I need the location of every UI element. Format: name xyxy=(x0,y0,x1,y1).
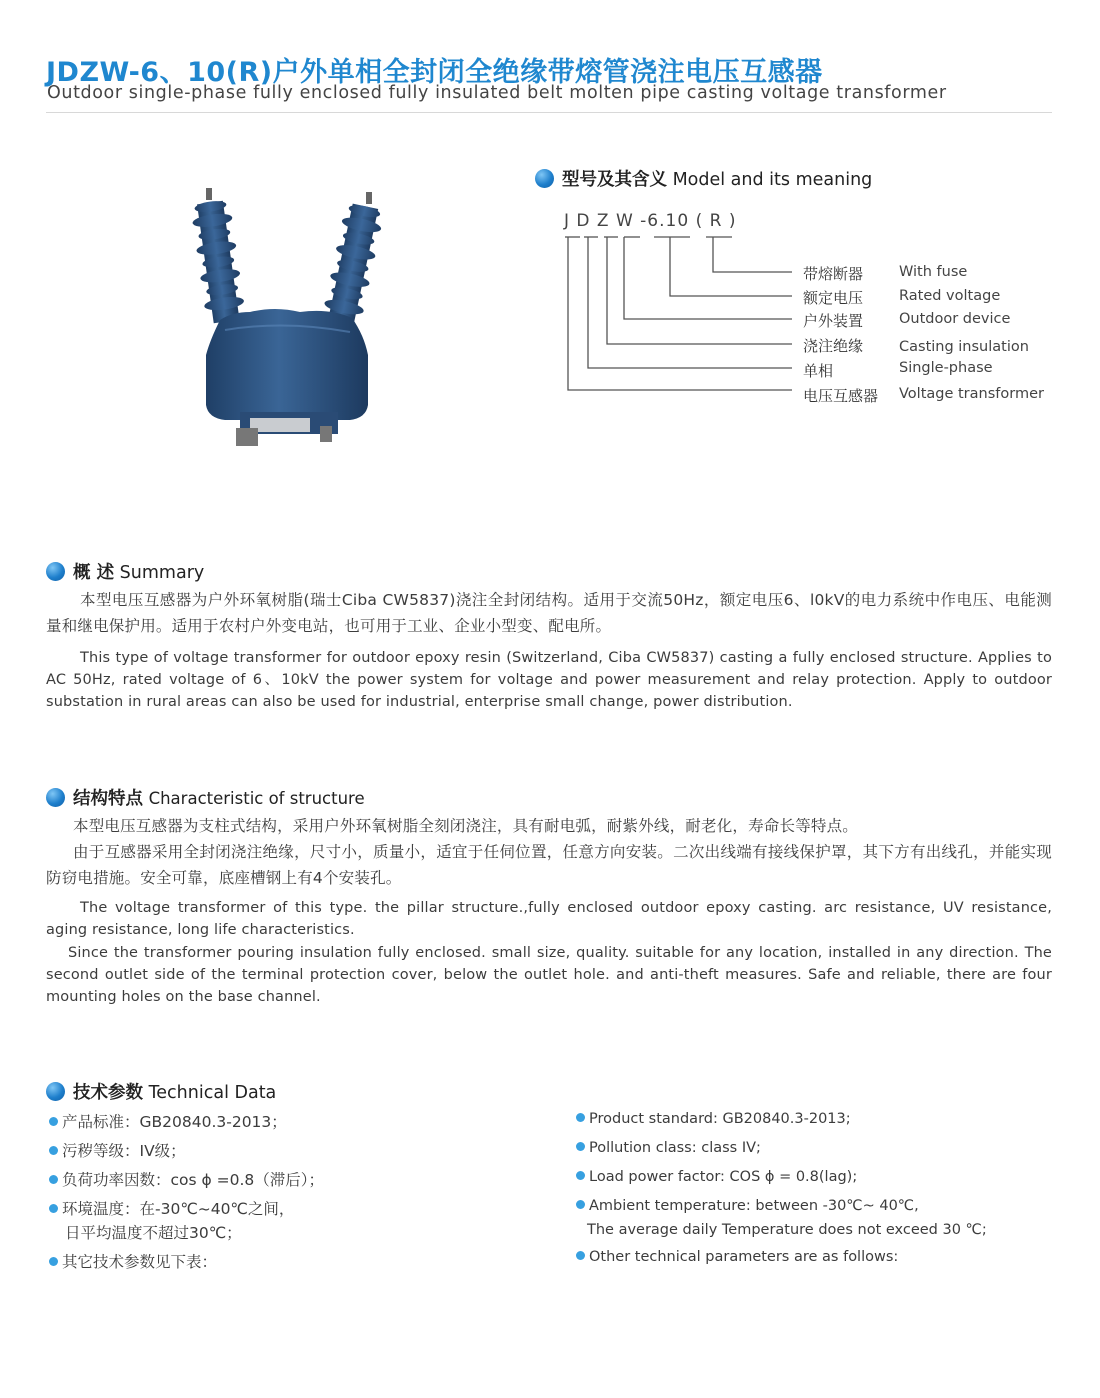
section-bullet-icon xyxy=(46,562,65,581)
technical-heading-cn: 技术参数 xyxy=(73,1083,143,1103)
tech-item-cn-0-text: 产品标准：GB20840.3-2013； xyxy=(62,1113,287,1131)
title-divider xyxy=(46,112,1052,113)
meaning-en-2: Outdoor device xyxy=(899,311,1011,327)
meaning-en-1: Rated voltage xyxy=(899,288,1001,304)
tech-item-cn-1-text: 污秽等级：IV级； xyxy=(62,1142,186,1160)
meaning-cn-3: 浇注绝缘 xyxy=(803,337,864,355)
nameplate xyxy=(250,418,310,432)
model-heading xyxy=(535,166,872,191)
section-bullet-icon xyxy=(46,788,65,807)
meaning-en-5: Voltage transformer xyxy=(899,386,1044,402)
tech-item-cn-3-text: 环境温度：在-30℃~40℃之间， xyxy=(62,1200,295,1218)
meaning-cn-1: 额定电压 xyxy=(803,289,864,307)
bullet-dot-icon xyxy=(49,1257,58,1266)
meaning-cn-5: 电压互感器 xyxy=(803,387,879,405)
page-title: JDZW-6、10(R)户外单相全封闭全绝缘带熔管浇注电压互感器 xyxy=(46,57,823,88)
structure-text-cn-1: 本型电压互感器为支柱式结构，采用户外环氧树脂全刻闭浇注，具有耐电弧，耐紫外线，耐老化，寿命长等特点。 xyxy=(73,817,859,835)
summary-heading xyxy=(46,559,204,584)
bullet-dot-icon xyxy=(576,1113,585,1122)
tech-item-en-4: The average daily Temperature does not exceed 30 ℃; xyxy=(587,1222,987,1238)
tech-item-cn-5-text: 其它技术参数见下表： xyxy=(62,1253,218,1271)
voltage-transformer-image xyxy=(180,180,395,455)
tech-item-en-0-text: Product standard: GB20840.3-2013; xyxy=(589,1111,851,1127)
structure-heading xyxy=(46,785,365,810)
bullet-dot-icon xyxy=(576,1251,585,1260)
page-subtitle: Outdoor single-phase fully enclosed fully insulated belt molten pipe casting voltage transformer xyxy=(47,83,947,103)
model-code: J D Z W -6.10 ( R ) xyxy=(564,211,737,231)
left-insulator xyxy=(190,188,245,323)
technical-heading xyxy=(46,1079,276,1104)
summary-heading-en: Summary xyxy=(119,563,205,583)
right-insulator xyxy=(323,192,385,326)
summary-heading-cn: 概 述 xyxy=(73,563,115,583)
structure-heading-cn: 结构特点 xyxy=(73,789,143,809)
tech-item-cn-4: 日平均温度不超过30℃； xyxy=(65,1224,242,1242)
tech-item-en-1 xyxy=(576,1140,761,1156)
technical-heading-en: Technical Data xyxy=(148,1083,277,1103)
meaning-cn-4: 单相 xyxy=(803,362,834,380)
section-bullet-icon xyxy=(46,1082,65,1101)
bullet-dot-icon xyxy=(576,1200,585,1209)
tech-item-en-3-text: Ambient temperature: between -30℃~ 40℃, xyxy=(589,1198,919,1214)
structure-text-cn-2: 由于互感器采用全封闭浇注绝缘，尺寸小，质量小，适宜于任伺位置，任意方向安装。二次出线端有接线保护罩，其下方有出线孔，并能实现防窃电措施。安全可靠，底座槽钢上有4个安装孔。 xyxy=(46,843,1052,887)
tech-item-en-5-text: Other technical parameters are as follows: xyxy=(589,1249,899,1265)
model-heading-cn: 型号及其含义 xyxy=(562,170,667,190)
tech-item-en-5 xyxy=(576,1249,898,1265)
bullet-dot-icon xyxy=(576,1171,585,1180)
meaning-en-3: Casting insulation xyxy=(899,339,1029,355)
model-meaning-diagram xyxy=(560,234,800,402)
structure-heading-en: Characteristic of structure xyxy=(148,789,365,808)
summary-text-cn: 本型电压互感器为户外环氧树脂(瑞士Ciba CW5837)浇注全封闭结构。适用于交流50Hz，额定电压6、l0kV的电力系统中作电压、电能测量和继电保护用。适用于农村户外变电站，也可用于工业、企业小型变、配电所。 xyxy=(46,591,1052,635)
tech-item-en-1-text: Pollution class: class IV; xyxy=(589,1140,761,1156)
model-heading-en: Model and its meaning xyxy=(672,170,873,190)
tech-item-en-2-text: Load power factor: COS ϕ = 0.8(lag); xyxy=(589,1169,858,1185)
meaning-en-0: With fuse xyxy=(899,264,968,280)
bullet-dot-icon xyxy=(576,1142,585,1151)
bullet-dot-icon xyxy=(49,1175,58,1184)
bullet-dot-icon xyxy=(49,1117,58,1126)
tech-item-cn-2-text: 负荷功率因数：cos ϕ =0.8（滞后）； xyxy=(62,1171,325,1189)
tech-item-cn-0 xyxy=(49,1110,287,1132)
tech-item-cn-3 xyxy=(49,1197,294,1219)
bullet-dot-icon xyxy=(49,1204,58,1213)
section-bullet-icon xyxy=(535,169,554,188)
tech-item-cn-1 xyxy=(49,1139,186,1161)
tech-item-en-2 xyxy=(576,1169,857,1185)
tech-item-en-0 xyxy=(576,1111,851,1127)
structure-text-en-1: The voltage transformer of this type. the pillar structure.,fully enclosed outdoor epoxy casting. arc resistance, UV resistance, aging resistance, long life characteristics. xyxy=(46,900,1052,938)
tech-item-cn-5 xyxy=(49,1250,217,1272)
tech-item-en-3 xyxy=(576,1198,919,1214)
meaning-en-4: Single-phase xyxy=(899,360,993,376)
summary-text-en: This type of voltage transformer for outdoor epoxy resin (Switzerland, Ciba CW5837) casting a fully enclosed structure. Applies to AC 50Hz, rated voltage of 6、10kV the power system for voltage and power measurement and relay protection. Apply to outdoor substation in rural areas can also be used for industrial, enterprise small change, power distribution. xyxy=(46,650,1052,710)
meaning-cn-2: 户外装置 xyxy=(803,312,864,330)
bullet-dot-icon xyxy=(49,1146,58,1155)
meaning-cn-0: 带熔断器 xyxy=(803,265,864,283)
structure-text-en-2: Since the transformer pouring insulation fully enclosed. small size, quality. suitable for any location, installed in any direction. The second outlet side of the terminal protection cover, below the outlet hole. and anti-theft measures. Safe and reliable, there are four mounting holes on the base channel. xyxy=(46,945,1052,1005)
tech-item-cn-2 xyxy=(49,1168,324,1190)
